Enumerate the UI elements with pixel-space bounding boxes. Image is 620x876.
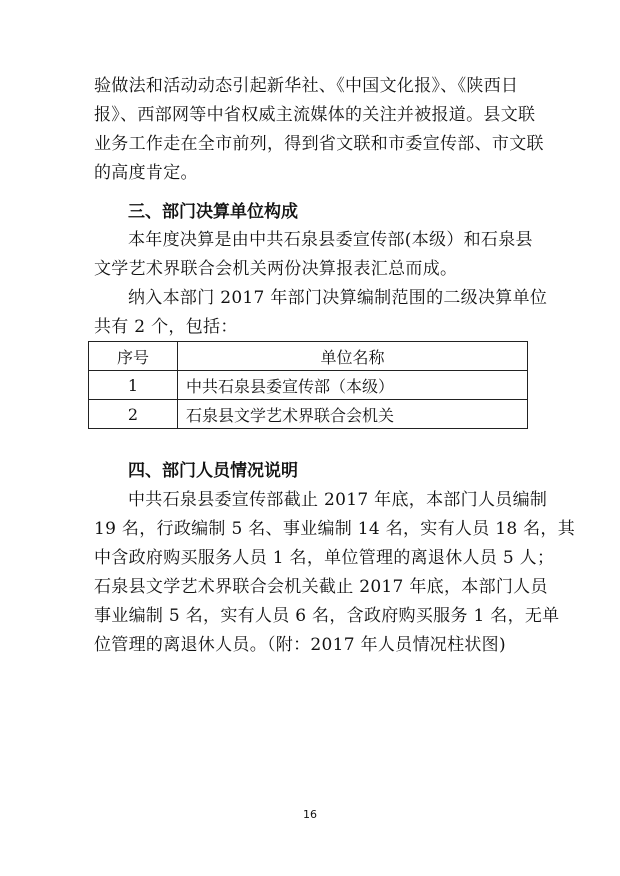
table-row — [89, 371, 528, 400]
text-line: 业务工作走在全市前列，得到省文联和市委宣传部、市文联 — [94, 134, 544, 154]
cell-serial: 1 — [89, 371, 178, 400]
text-line: 19 名，行政编制 5 名、事业编制 14 名，实有人员 18 名，其 — [94, 519, 576, 539]
text-line: 位管理的离退休人员。（附：2017 年人员情况柱状图) — [94, 635, 506, 655]
text-line: 本年度决算是由中共石泉县委宣传部(本级）和石泉县 — [128, 230, 533, 250]
intro-paragraph — [94, 72, 544, 188]
cell-unit-name: 石泉县文学艺术界联合会机关 — [178, 400, 528, 429]
text-line: 共有 2 个，包括： — [94, 317, 238, 337]
unit-table — [88, 341, 528, 429]
text-line: 石泉县文学艺术界联合会机关截止 2017 年底，本部门人员 — [94, 577, 548, 597]
header-unit-name: 单位名称 — [178, 342, 528, 371]
cell-unit-name: 中共石泉县委宣传部（本级） — [178, 371, 528, 400]
section3-paragraph-1 — [94, 226, 533, 284]
text-line: 报》、西部网等中省权威主流媒体的关注并被报道。县文联 — [94, 105, 536, 125]
table-header-row — [89, 342, 528, 371]
text-line: 纳入本部门 2017 年部门决算编制范围的二级决算单位 — [128, 288, 548, 308]
text-line: 文学艺术界联合会机关两份决算报表汇总而成。 — [94, 259, 458, 279]
text-line: 的高度肯定。 — [94, 163, 198, 183]
text-line: 验做法和活动动态引起新华社、《中国文化报》、《陕西日 — [94, 76, 519, 96]
table-row — [89, 400, 528, 429]
section3-heading: 三、部门决算单位构成 — [128, 202, 298, 222]
text-line: 中含政府购买服务人员 1 名，单位管理的离退休人员 5 人； — [94, 548, 555, 568]
section4-paragraph — [94, 486, 576, 660]
section3-paragraph-2 — [94, 284, 548, 342]
text-line: 中共石泉县委宣传部截止 2017 年底，本部门人员编制 — [128, 490, 548, 510]
page-number: 16 — [303, 808, 317, 821]
cell-serial: 2 — [89, 400, 178, 429]
header-serial: 序号 — [89, 342, 178, 371]
text-line: 事业编制 5 名，实有人员 6 名，含政府购买服务 1 名，无单 — [94, 606, 560, 626]
section4-heading: 四、部门人员情况说明 — [128, 461, 298, 481]
